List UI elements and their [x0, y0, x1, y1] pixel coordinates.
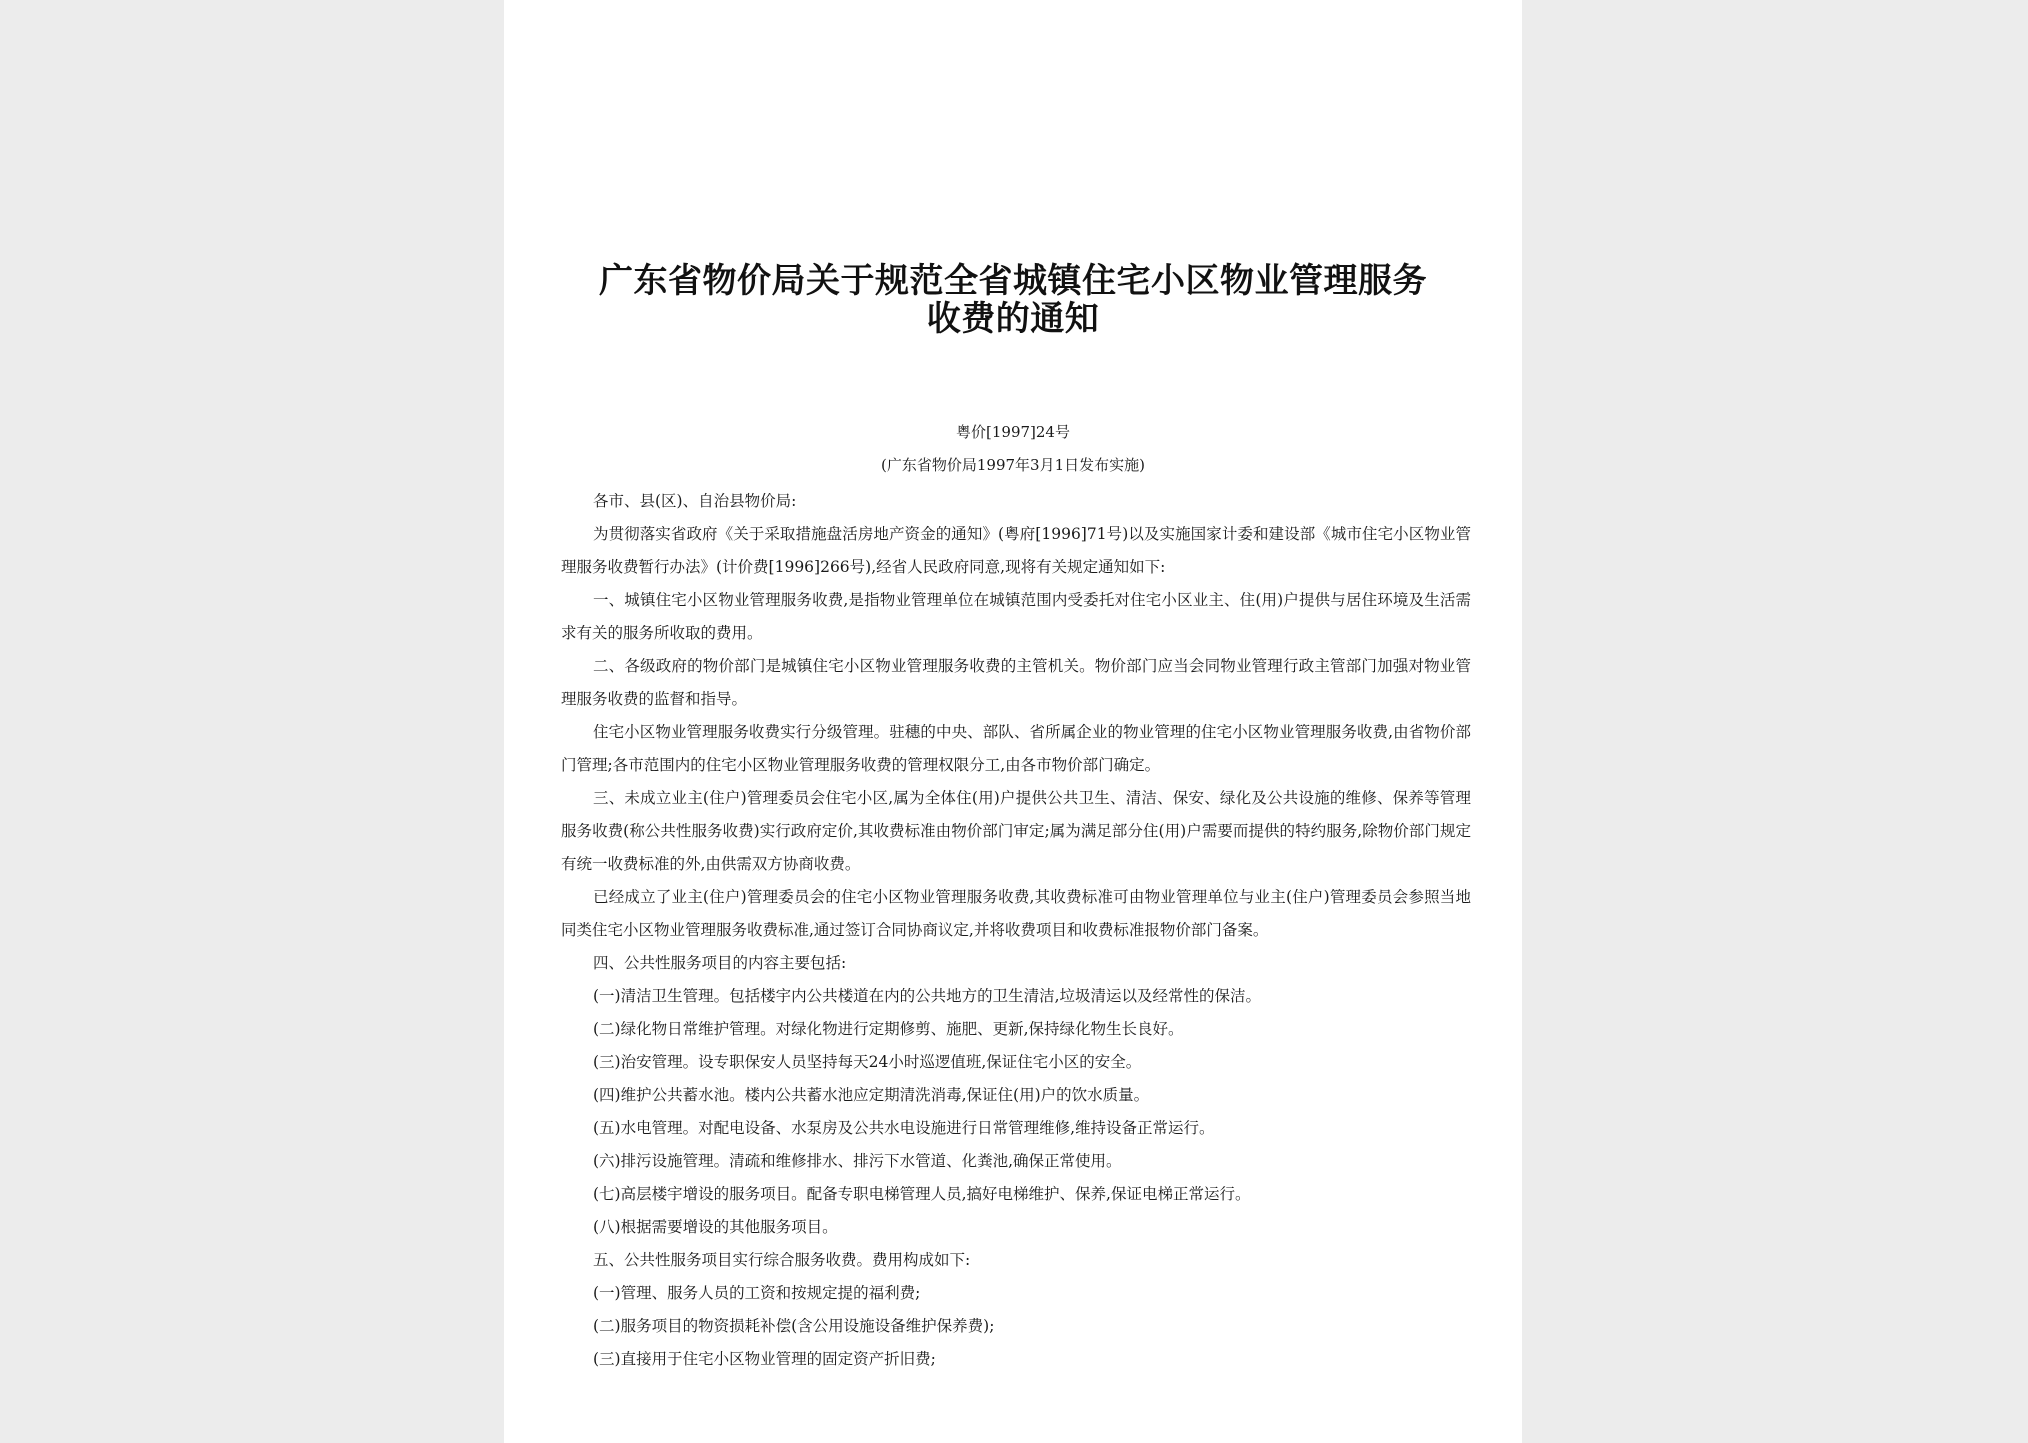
document-body	[561, 485, 1471, 1376]
body-paragraph: 住宅小区物业管理服务收费实行分级管理。驻穗的中央、部队、省所属企业的物业管理的住宅小区物业管理服务收费,由省物价部门管理;各市范围内的住宅小区物业管理服务收费的管理权限分工,由各市物价部门确定。	[561, 723, 1471, 774]
body-paragraph: 二、各级政府的物价部门是城镇住宅小区物业管理服务收费的主管机关。物价部门应当会同物业管理行政主管部门加强对物业管理服务收费的监督和指导。	[561, 657, 1471, 708]
list-item: (二)绿化物日常维护管理。对绿化物进行定期修剪、施肥、更新,保持绿化物生长良好。	[593, 1020, 1184, 1038]
list-item: (一)管理、服务人员的工资和按规定提的福利费;	[593, 1284, 921, 1302]
document-title: 广东省物价局关于规范全省城镇住宅小区物业管理服务收费的通知	[599, 261, 1427, 339]
body-paragraph: 已经成立了业主(住户)管理委员会的住宅小区物业管理服务收费,其收费标准可由物业管理单位与业主(住户)管理委员会参照当地同类住宅小区物业管理服务收费标准,通过签订合同协商议定,并将收费项目和收费标准报物价部门备案。	[561, 888, 1471, 939]
document-page	[504, 0, 1522, 1443]
list-item: (八)根据需要增设的其他服务项目。	[593, 1218, 838, 1236]
section-heading: 五、公共性服务项目实行综合服务收费。费用构成如下:	[593, 1251, 971, 1269]
list-item: (六)排污设施管理。清疏和维修排水、排污下水管道、化粪池,确保正常使用。	[593, 1152, 1122, 1170]
salutation: 各市、县(区)、自治县物价局:	[593, 492, 797, 510]
list-item: (二)服务项目的物资损耗补偿(含公用设施设备维护保养费);	[593, 1317, 995, 1335]
section-heading: 四、公共性服务项目的内容主要包括:	[593, 954, 847, 972]
body-paragraph: 为贯彻落实省政府《关于采取措施盘活房地产资金的通知》(粤府[1996]71号)以及实施国家计委和建设部《城市住宅小区物业管理服务收费暂行办法》(计价费[1996]266号),经省人民政府同意,现将有关规定通知如下:	[561, 525, 1471, 576]
list-item: (三)直接用于住宅小区物业管理的固定资产折旧费;	[593, 1350, 936, 1368]
list-item: (五)水电管理。对配电设备、水泵房及公共水电设施进行日常管理维修,维持设备正常运行。	[593, 1119, 1215, 1137]
document-number: 粤价[1997]24号	[956, 423, 1070, 441]
list-item: (四)维护公共蓄水池。楼内公共蓄水池应定期清洗消毒,保证住(用)户的饮水质量。	[593, 1086, 1150, 1104]
list-item: (七)高层楼宇增设的服务项目。配备专职电梯管理人员,搞好电梯维护、保养,保证电梯正常运行。	[593, 1185, 1251, 1203]
list-item: (一)清洁卫生管理。包括楼宇内公共楼道在内的公共地方的卫生清洁,垃圾清运以及经常性的保洁。	[593, 987, 1262, 1005]
list-item: (三)治安管理。设专职保安人员坚持每天24小时巡逻值班,保证住宅小区的安全。	[593, 1053, 1142, 1071]
issue-note: (广东省物价局1997年3月1日发布实施)	[881, 456, 1145, 474]
body-paragraph: 一、城镇住宅小区物业管理服务收费,是指物业管理单位在城镇范围内受委托对住宅小区业主、住(用)户提供与居住环境及生活需求有关的服务所收取的费用。	[561, 591, 1471, 642]
body-paragraph: 三、未成立业主(住户)管理委员会住宅小区,属为全体住(用)户提供公共卫生、清洁、保安、绿化及公共设施的维修、保养等管理服务收费(称公共性服务收费)实行政府定价,其收费标准由物价部门审定;属为满足部分住(用)户需要而提供的特约服务,除物价部门规定有统一收费标准的外,由供需双方协商收费。	[561, 789, 1471, 873]
